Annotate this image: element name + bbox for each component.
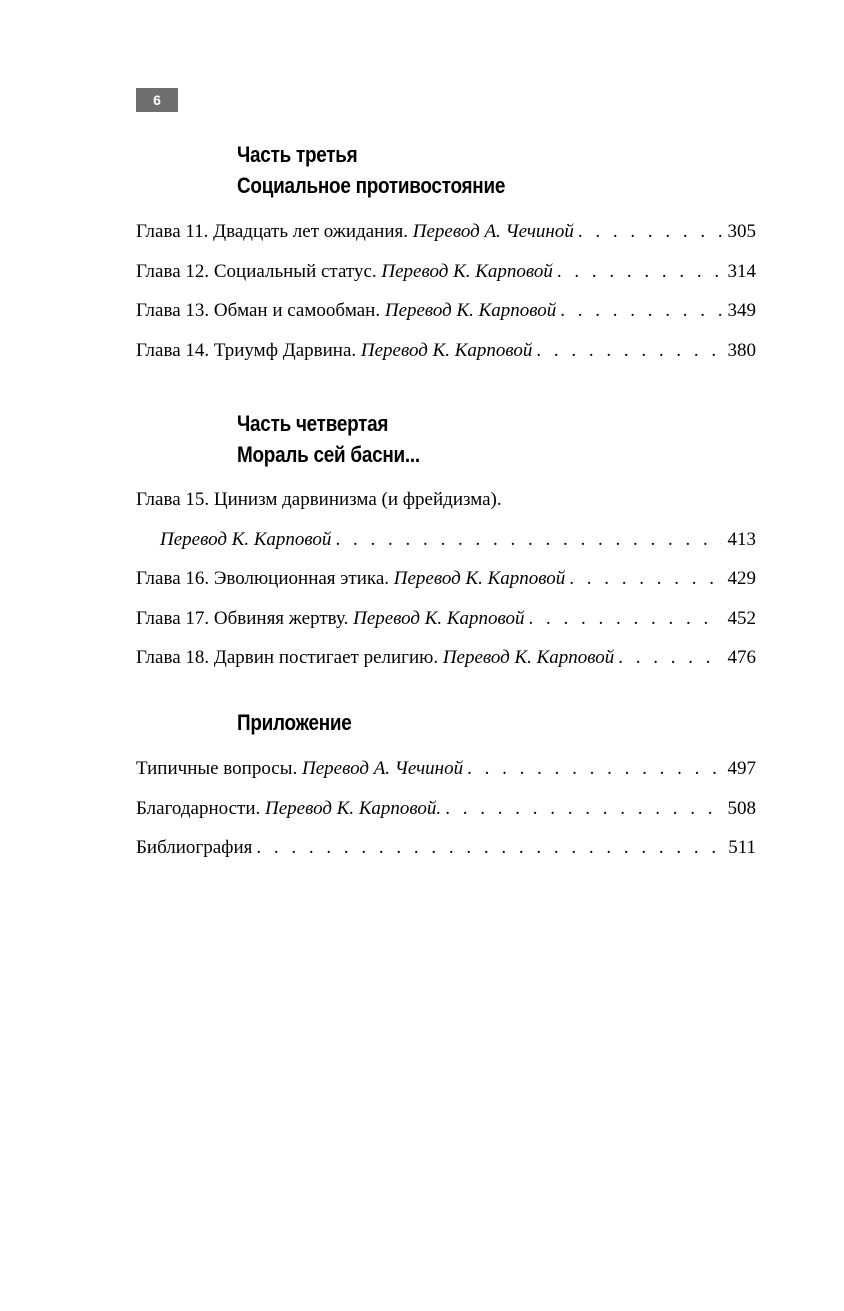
- toc-entry[interactable]: [136, 300, 756, 340]
- part-4-heading: [237, 408, 420, 470]
- toc-entry-title: Типичные вопросы.: [136, 758, 298, 779]
- appendix-title: Приложение: [237, 710, 352, 735]
- part-3-subtitle: Социальное противостояние: [237, 173, 506, 198]
- toc-entry-title: Глава 11. Двадцать лет ожидания.: [136, 221, 408, 242]
- toc-entry-translator: Перевод К. Карповой: [442, 647, 615, 668]
- leader-dots: [445, 798, 721, 820]
- toc-entry-page: 508: [727, 797, 756, 819]
- toc-entry[interactable]: [136, 758, 756, 798]
- toc-entry-translator: Перевод К. Карповой: [384, 300, 557, 321]
- leader-dots: [557, 261, 722, 283]
- leader-dots: [467, 758, 721, 780]
- toc-entry-page: 511: [728, 837, 756, 858]
- part-3-title: Часть третья: [237, 142, 358, 167]
- toc-entry-page: 452: [727, 607, 756, 629]
- toc-entry[interactable]: [136, 608, 756, 648]
- toc-entry[interactable]: [136, 489, 756, 529]
- toc-entry-page: 314: [727, 260, 756, 282]
- toc-entry-page: 429: [727, 568, 756, 589]
- part-4-subtitle: Мораль сей басни...: [237, 442, 420, 467]
- toc-entry-translator: Перевод К. Карповой: [360, 339, 533, 361]
- toc-entry-translator: Перевод К. Карповой: [381, 260, 553, 282]
- leader-dots: [618, 647, 721, 669]
- toc-entry-title: Глава 13. Обман и самообман.: [136, 300, 381, 321]
- toc-entry-page: 380: [727, 339, 756, 361]
- toc-entry-translator: Перевод К. Карповой: [353, 607, 525, 629]
- toc-entry-continuation[interactable]: [136, 529, 756, 569]
- toc-entry-translator: Перевод А. Чечиной: [302, 758, 464, 779]
- toc-entry[interactable]: [136, 798, 756, 838]
- toc-entry[interactable]: [136, 568, 756, 608]
- toc-entry-page: 497: [727, 758, 756, 779]
- toc-entry-translator: Перевод К. Карповой: [393, 568, 566, 589]
- toc-entry-translator: Перевод К. Карповой.: [265, 797, 442, 819]
- toc-entry-page: 305: [727, 221, 756, 242]
- appendix-heading: [237, 707, 352, 738]
- page-number-badge: 6: [136, 88, 178, 112]
- toc-entry-title: Глава 17. Обвиняя жертву.: [136, 607, 349, 629]
- part-4-title: Часть четвертая: [237, 411, 389, 436]
- leader-dots: [536, 340, 721, 362]
- toc-entry-title: Глава 16. Эволюционная этика.: [136, 568, 390, 589]
- leader-dots: [256, 837, 722, 859]
- leader-dots: [529, 608, 722, 630]
- toc-entry-title: Глава 12. Социальный статус.: [136, 260, 377, 282]
- toc-entry-page: 349: [727, 300, 756, 321]
- toc-entry[interactable]: [136, 340, 756, 380]
- toc-entry[interactable]: [136, 837, 756, 877]
- toc-entry[interactable]: [136, 221, 756, 261]
- leader-dots: [569, 568, 721, 590]
- part-3-contents: [136, 221, 756, 379]
- toc-entry-title: Глава 18. Дарвин постигает религию.: [136, 647, 439, 668]
- toc-entry-translator: Перевод К. Карповой: [160, 528, 332, 550]
- toc-entry[interactable]: [136, 261, 756, 301]
- leader-dots: [578, 221, 722, 243]
- toc-entry-title: Глава 15. Цинизм дарвинизма (и фрейдизма).: [136, 489, 502, 510]
- leader-dots: [560, 300, 721, 322]
- toc-entry-page: 476: [727, 647, 756, 668]
- toc-entry[interactable]: [136, 647, 756, 687]
- part-3-heading: [237, 139, 505, 201]
- toc-entry-title: Благодарности.: [136, 797, 261, 819]
- toc-entry-title: Глава 14. Триумф Дарвина.: [136, 339, 357, 361]
- appendix-contents: [136, 758, 756, 877]
- toc-entry-page: 413: [727, 528, 756, 550]
- toc-entry-title: Библиография: [136, 837, 253, 858]
- toc-entry-translator: Перевод А. Чечиной: [412, 221, 574, 242]
- leader-dots: [335, 529, 721, 551]
- part-4-contents: [136, 489, 756, 687]
